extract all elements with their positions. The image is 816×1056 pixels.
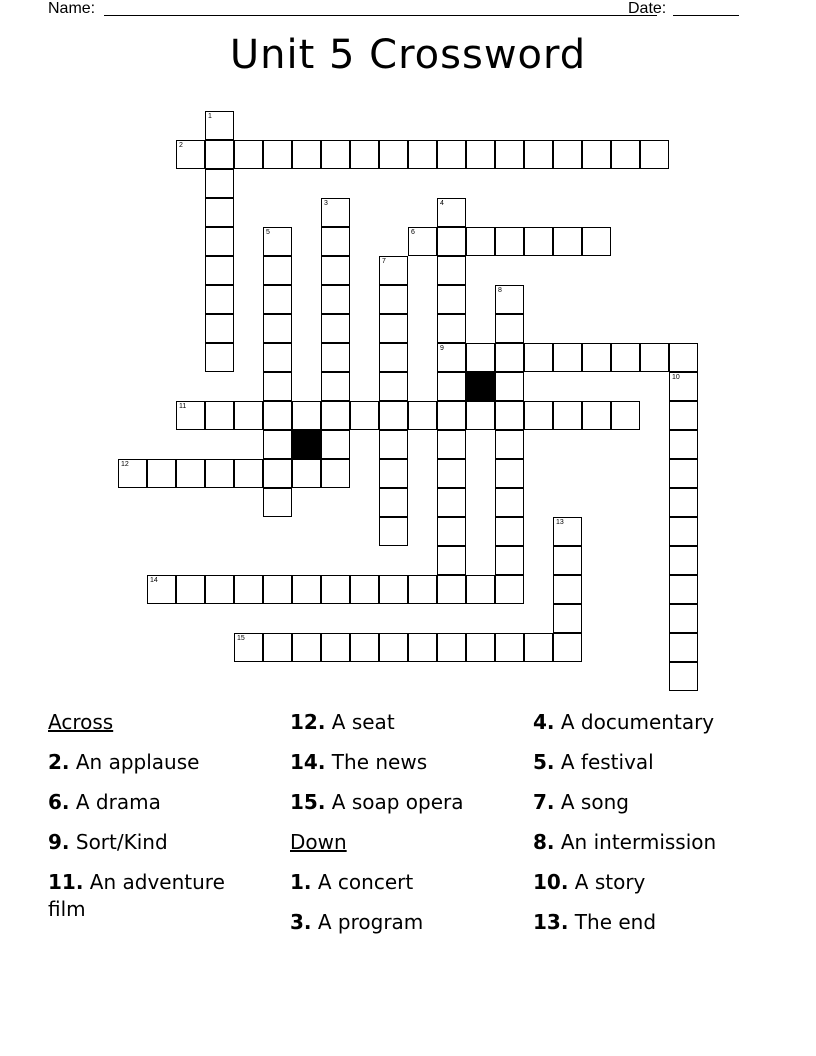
grid-cell[interactable] (205, 198, 234, 227)
grid-cell[interactable] (437, 372, 466, 401)
grid-cell[interactable] (495, 227, 524, 256)
grid-cell[interactable] (379, 575, 408, 604)
date-label: Date: (628, 0, 667, 17)
grid-cell[interactable] (176, 575, 205, 604)
grid-cell[interactable] (669, 633, 698, 662)
grid-cell[interactable] (495, 343, 524, 372)
grid-cell[interactable] (553, 546, 582, 575)
grid-cell[interactable] (495, 546, 524, 575)
grid-cell[interactable] (495, 575, 524, 604)
grid-cell[interactable] (292, 140, 321, 169)
grid-cell[interactable] (205, 227, 234, 256)
grid-cell[interactable] (437, 256, 466, 285)
grid-cell[interactable] (379, 285, 408, 314)
grid-cell[interactable] (524, 401, 553, 430)
grid-cell[interactable] (234, 459, 263, 488)
clues-column-3 (533, 702, 783, 942)
grid-cell[interactable] (379, 488, 408, 517)
grid-cell[interactable] (205, 169, 234, 198)
grid-cell[interactable] (263, 343, 292, 372)
grid-cell[interactable] (495, 488, 524, 517)
clues-column-1 (48, 702, 248, 923)
grid-cell[interactable] (669, 372, 698, 401)
grid-cell[interactable] (263, 285, 292, 314)
grid-cell[interactable] (437, 140, 466, 169)
grid-cell[interactable] (553, 401, 582, 430)
cell-number: 4 (440, 200, 444, 207)
grid-cell[interactable] (495, 430, 524, 459)
clue-down-3: 3. A program (290, 910, 424, 934)
grid-cell[interactable] (495, 372, 524, 401)
grid-cell[interactable] (147, 459, 176, 488)
grid-cell[interactable] (408, 633, 437, 662)
grid-cell[interactable] (437, 401, 466, 430)
grid-cell[interactable] (205, 343, 234, 372)
grid-cell[interactable] (379, 343, 408, 372)
grid-cell[interactable] (611, 401, 640, 430)
grid-cell[interactable] (466, 343, 495, 372)
cell-number: 9 (440, 345, 444, 352)
clue-down-5: 5. A festival (533, 750, 654, 774)
clue-across-9: 9. Sort/Kind (48, 830, 168, 854)
cell-number: 14 (150, 577, 158, 584)
grid-cell[interactable] (176, 459, 205, 488)
grid-cell[interactable] (669, 430, 698, 459)
grid-cell[interactable] (263, 227, 292, 256)
grid-cell[interactable] (321, 140, 350, 169)
grid-cell[interactable] (263, 372, 292, 401)
grid-cell[interactable] (611, 140, 640, 169)
grid-cell[interactable] (437, 343, 466, 372)
grid-cell[interactable] (263, 430, 292, 459)
grid-cell[interactable] (321, 285, 350, 314)
black-cell (292, 430, 321, 459)
clue-down-8: 8. An intermission (533, 830, 717, 854)
grid-cell[interactable] (234, 140, 263, 169)
grid-cell[interactable] (379, 633, 408, 662)
cell-number: 1 (208, 113, 212, 120)
grid-cell[interactable] (408, 401, 437, 430)
grid-cell[interactable] (611, 343, 640, 372)
grid-cell[interactable] (669, 343, 698, 372)
grid-cell[interactable] (437, 459, 466, 488)
grid-cell[interactable] (321, 227, 350, 256)
grid-cell[interactable] (495, 517, 524, 546)
grid-cell[interactable] (495, 314, 524, 343)
clue-across-11: 11. An adventure film (48, 870, 225, 921)
grid-cell[interactable] (466, 633, 495, 662)
cell-number: 15 (237, 635, 245, 642)
clue-across-2: 2. An applause (48, 750, 200, 774)
grid-cell[interactable] (437, 517, 466, 546)
grid-cell[interactable] (437, 285, 466, 314)
grid-cell[interactable] (495, 459, 524, 488)
grid-cell[interactable] (176, 140, 205, 169)
grid-cell[interactable] (205, 401, 234, 430)
cell-number: 2 (179, 142, 183, 149)
grid-cell[interactable] (205, 256, 234, 285)
grid-cell[interactable] (524, 343, 553, 372)
grid-cell[interactable] (379, 314, 408, 343)
grid-cell[interactable] (466, 575, 495, 604)
cell-number: 11 (179, 403, 187, 410)
grid-cell[interactable] (263, 633, 292, 662)
page-title: Unit 5 Crossword (229, 32, 587, 78)
grid-cell[interactable] (495, 140, 524, 169)
grid-cell[interactable] (263, 256, 292, 285)
grid-cell[interactable] (466, 140, 495, 169)
grid-cell[interactable] (524, 633, 553, 662)
cell-number: 12 (121, 461, 129, 468)
grid-cell[interactable] (292, 633, 321, 662)
grid-cell[interactable] (437, 575, 466, 604)
grid-cell[interactable] (350, 401, 379, 430)
grid-cell[interactable] (350, 575, 379, 604)
grid-cell[interactable] (321, 256, 350, 285)
grid-cell[interactable] (669, 575, 698, 604)
grid-cell[interactable] (176, 401, 205, 430)
grid-cell[interactable] (582, 401, 611, 430)
grid-cell[interactable] (553, 575, 582, 604)
grid-cell[interactable] (321, 198, 350, 227)
cell-number: 7 (382, 258, 386, 265)
across-heading: Across (48, 710, 114, 734)
clue-down-1: 1. A concert (290, 870, 414, 894)
grid-cell[interactable] (408, 140, 437, 169)
grid-cell[interactable] (495, 633, 524, 662)
grid-cell[interactable] (263, 459, 292, 488)
clue-down-13: 13. The end (533, 910, 657, 934)
grid-cell[interactable] (466, 227, 495, 256)
grid-cell[interactable] (379, 372, 408, 401)
grid-cell[interactable] (582, 343, 611, 372)
cell-number: 3 (324, 200, 328, 207)
clue-across-15: 15. A soap opera (290, 790, 464, 814)
clue-down-4: 4. A documentary (533, 710, 715, 734)
grid-cell[interactable] (205, 459, 234, 488)
grid-cell[interactable] (205, 575, 234, 604)
grid-cell[interactable] (553, 343, 582, 372)
clue-across-6: 6. A drama (48, 790, 161, 814)
grid-cell[interactable] (263, 575, 292, 604)
grid-cell[interactable] (582, 140, 611, 169)
grid-cell[interactable] (263, 140, 292, 169)
grid-cell[interactable] (321, 314, 350, 343)
grid-cell[interactable] (118, 459, 147, 488)
grid-cell[interactable] (321, 372, 350, 401)
grid-cell[interactable] (408, 575, 437, 604)
grid-cell[interactable] (205, 285, 234, 314)
name-label: Name: (48, 0, 96, 17)
grid-cell[interactable] (466, 401, 495, 430)
grid-cell[interactable] (205, 314, 234, 343)
grid-cell[interactable] (321, 459, 350, 488)
grid-cell[interactable] (669, 604, 698, 633)
grid-cell[interactable] (263, 488, 292, 517)
grid-cell[interactable] (640, 343, 669, 372)
grid-cell[interactable] (582, 227, 611, 256)
grid-cell[interactable] (292, 401, 321, 430)
grid-cell[interactable] (379, 256, 408, 285)
cell-number: 13 (556, 519, 564, 526)
grid-cell[interactable] (321, 430, 350, 459)
grid-cell[interactable] (292, 459, 321, 488)
grid-cell[interactable] (292, 575, 321, 604)
grid-cell[interactable] (321, 575, 350, 604)
grid-cell[interactable] (205, 111, 234, 140)
cell-number: 5 (266, 229, 270, 236)
grid-cell[interactable] (437, 633, 466, 662)
cell-number: 10 (672, 374, 680, 381)
grid-cell[interactable] (669, 662, 698, 691)
grid-cell[interactable] (263, 314, 292, 343)
down-heading: Down (290, 830, 347, 854)
clues-column-2 (290, 702, 520, 942)
grid-cell[interactable] (437, 546, 466, 575)
grid-cell[interactable] (147, 575, 176, 604)
grid-cell[interactable] (495, 285, 524, 314)
grid-cell[interactable] (669, 517, 698, 546)
grid-cell[interactable] (437, 488, 466, 517)
clue-across-12: 12. A seat (290, 710, 395, 734)
grid-cell[interactable] (669, 459, 698, 488)
grid-cell[interactable] (437, 314, 466, 343)
grid-cell[interactable] (321, 343, 350, 372)
grid-cell[interactable] (640, 140, 669, 169)
cell-number: 6 (411, 229, 415, 236)
grid-cell[interactable] (379, 430, 408, 459)
grid-cell[interactable] (437, 198, 466, 227)
grid-cell[interactable] (669, 546, 698, 575)
grid-cell[interactable] (437, 227, 466, 256)
grid-cell[interactable] (379, 459, 408, 488)
clue-down-7: 7. A song (533, 790, 629, 814)
black-cell (466, 372, 495, 401)
grid-cell[interactable] (350, 140, 379, 169)
grid-cell[interactable] (379, 401, 408, 430)
grid-cell[interactable] (234, 633, 263, 662)
grid-cell[interactable] (669, 401, 698, 430)
grid-cell[interactable] (553, 140, 582, 169)
grid-cell[interactable] (669, 488, 698, 517)
clue-across-14: 14. The news (290, 750, 428, 774)
grid-cell[interactable] (495, 401, 524, 430)
grid-cell[interactable] (408, 227, 437, 256)
grid-cell[interactable] (379, 140, 408, 169)
grid-cell[interactable] (379, 517, 408, 546)
grid-cell[interactable] (553, 227, 582, 256)
grid-cell[interactable] (524, 227, 553, 256)
grid-cell[interactable] (437, 430, 466, 459)
grid-cell[interactable] (350, 633, 379, 662)
grid-cell[interactable] (553, 633, 582, 662)
grid-cell[interactable] (321, 401, 350, 430)
grid-cell[interactable] (321, 633, 350, 662)
cell-number: 8 (498, 287, 502, 294)
clue-down-10: 10. A story (533, 870, 646, 894)
grid-cell[interactable] (234, 401, 263, 430)
grid-cell[interactable] (553, 604, 582, 633)
grid-cell[interactable] (234, 575, 263, 604)
grid-cell[interactable] (205, 140, 234, 169)
grid-cell[interactable] (524, 140, 553, 169)
grid-cell[interactable] (553, 517, 582, 546)
grid-cell[interactable] (263, 401, 292, 430)
